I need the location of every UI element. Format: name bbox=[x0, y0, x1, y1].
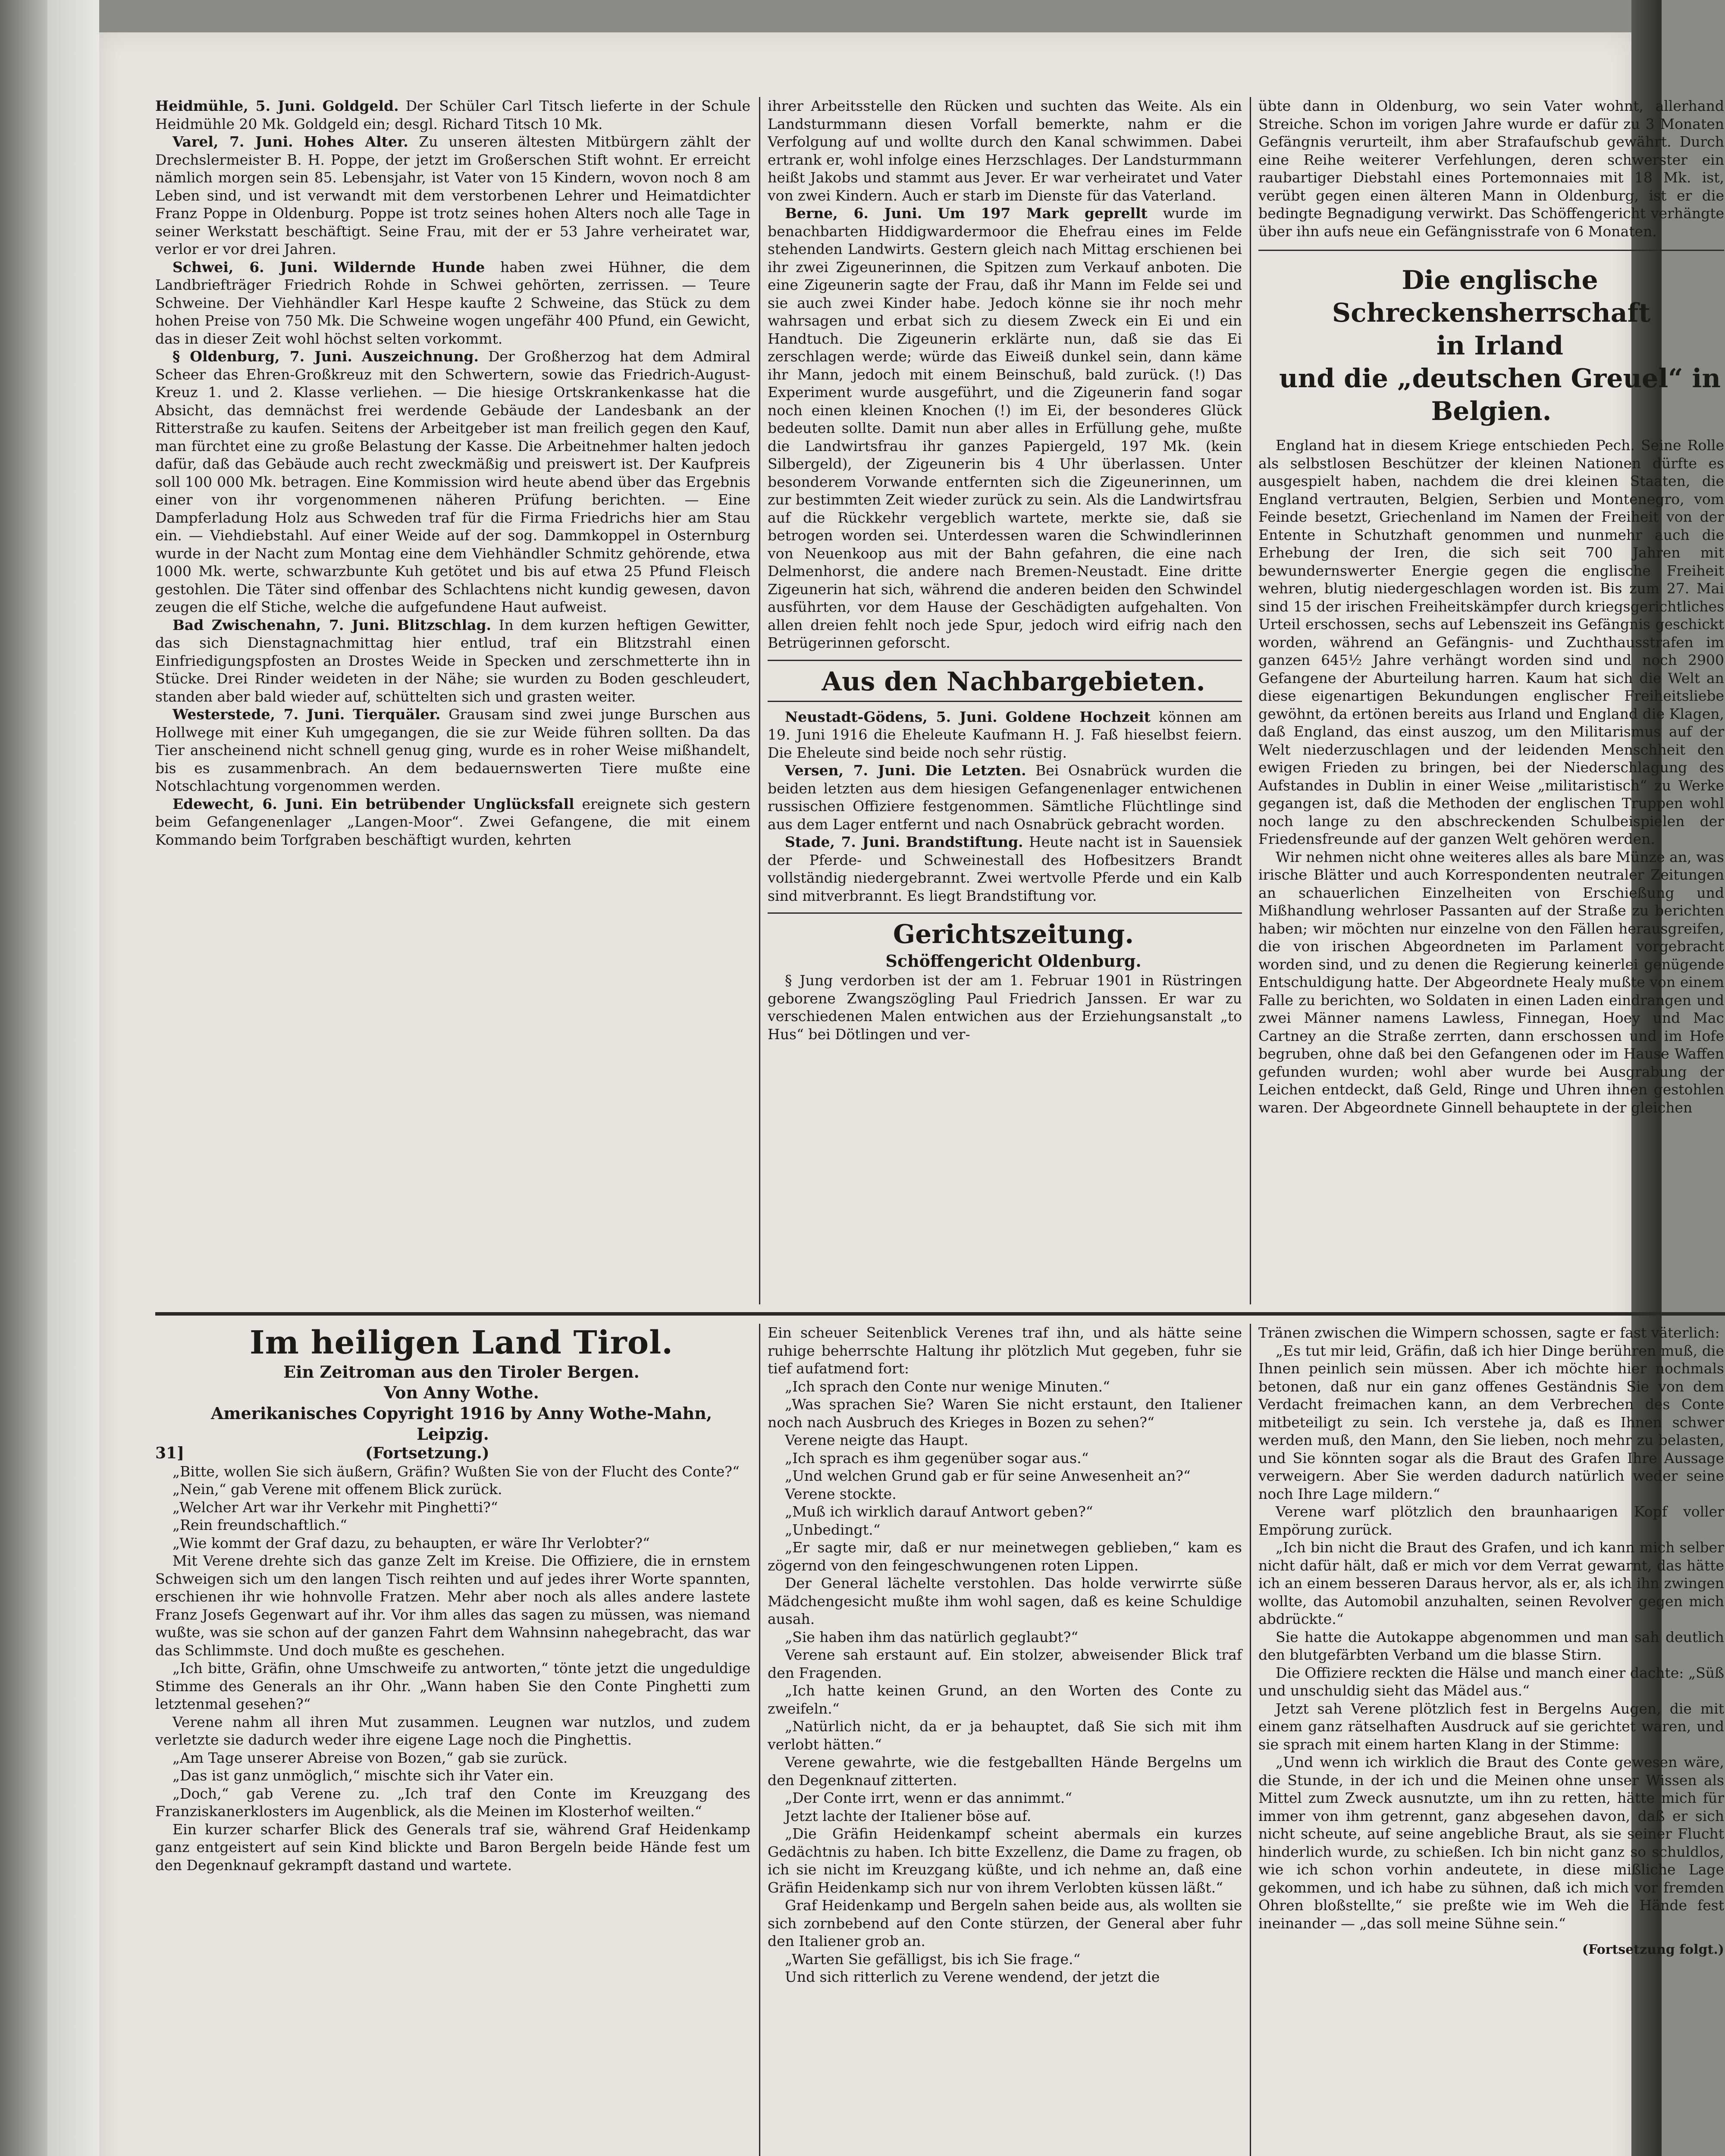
feuilleton-divider bbox=[155, 1312, 1725, 1316]
section-rule bbox=[768, 701, 1242, 702]
column-divider bbox=[759, 97, 760, 1304]
installment-number: 31] bbox=[155, 1444, 185, 1462]
continuation-note: (Fortsetzung.) bbox=[365, 1444, 489, 1462]
serial-installment-line bbox=[155, 1445, 750, 1463]
dateline: Neustadt-Gödens, 5. Juni. bbox=[785, 708, 997, 725]
page-gutter bbox=[47, 0, 99, 2156]
serial-paragraph: „Ich bin nicht die Braut des Grafen, und ich kann mich selber nicht dafür hält, daß er mich vor dem Verrat gewarnt, das hätte ich an einem besseren Daraus hervor, als er, als ich ihn zwingen wollte, das Automobil anzuhalten, seinen Revolver gegen mich abdrückte.“ bbox=[1258, 1539, 1724, 1627]
column-divider bbox=[1250, 1324, 1251, 2156]
news-item bbox=[155, 616, 750, 706]
newspaper-page bbox=[99, 32, 1724, 2156]
serial-paragraph: Ein scheuer Seitenblick Verenes traf ihn, und als hätte seine ruhige beherrschte Haltung ihr plötzlich Mut gegeben, fuhr sie tief aufatmend fort: bbox=[768, 1324, 1242, 1377]
court-subtitle: Schöffengericht Oldenburg. bbox=[885, 951, 1142, 971]
serial-paragraph: „Es tut mir leid, Gräfin, daß ich hier Dinge berühren muß, die Ihnen peinlich sein müssen. Aber ich möchte hier nochmals betonen, daß nur ein ganz offenes Geständnis Sie von dem Verdacht freimachen kann, an dem Verbrechen des Conte mitbeteiligt zu sein. Ich verstehe ja, daß es Ihnen schwer werden muß, den Mann, den Sie lieben, noch mehr zu belasten, und Sie könnten sogar als die Braut des Grafen Ihre Aussage verweigern. Aber Sie werden dadurch natürlich weder seine noch Ihre Lage mildern.“ bbox=[1258, 1342, 1724, 1502]
court-title: Gerichtszeitung. bbox=[893, 919, 1134, 950]
item-headline: Blitzschlag. bbox=[397, 616, 492, 633]
serial-paragraph: „Unbedingt.“ bbox=[785, 1521, 881, 1538]
news-column-right bbox=[1258, 97, 1724, 1304]
dateline: Bad Zwischenahn, 7. Juni. bbox=[172, 616, 390, 633]
book-spine-shadow bbox=[0, 0, 47, 2156]
serial-paragraph: „Und wenn ich wirklich die Braut des Conte gewesen wäre, die Stunde, in der ich und die Meinen ohne unser Wissen als Mittel zum Zweck ausnutzte, um ihn zu retten, hätte mich für immer von ihm getrennt, ganz abgesehen davon, daß er sich nicht scheute, auf seine angebliche Braut, als sie seiner Flucht hinderlich wurde, zu schießen. Ich bin nicht ganz so schuldlos, wie ich schon vorhin andeutete, in diese mißliche Lage gekommen, und ich habe zu sühnen, daß ich mich vor fremden Ohren bloßstellte,“ sie preßte wie im Weh die Hände fest ineinander — „das soll meine Sühne sein.“ bbox=[1258, 1754, 1724, 1932]
serial-paragraph: „Ich bitte, Gräfin, ohne Umschweife zu antworten,“ tönte jetzt die ungeduldige Stimme des Generals an ihr Ohr. „Wann haben Sie den Conte Pinghetti zum letztenmal gesehen?“ bbox=[155, 1660, 750, 1712]
dateline: Versen, 7. Juni. bbox=[785, 762, 916, 779]
serial-paragraph: „Bitte, wollen Sie sich äußern, Gräfin? Wußten Sie von der Flucht des Conte?“ bbox=[172, 1463, 740, 1480]
dateline: Stade, 7. Juni. bbox=[785, 834, 900, 850]
serial-paragraph: „Sie haben ihm das natürlich geglaubt?“ bbox=[785, 1628, 1079, 1645]
news-item bbox=[768, 97, 1242, 204]
serial-paragraph: Der General lächelte verstohlen. Das holde verwirrte süße Mädchengesicht mußte ihm wohl sagen, daß es keine Schuldige ausah. bbox=[768, 1575, 1242, 1627]
column-divider bbox=[759, 1324, 760, 2156]
item-text: Bei Osnabrück wurden die beiden letzten aus dem hiesigen Gefangenenlager entwichenen russischen Offiziere festgenommen. Sämtliche Flüchtlinge sind aus dem Lager entfernt und nach Osnabrück gebracht worden. bbox=[768, 762, 1242, 833]
serial-paragraph: Verene neigte das Haupt. bbox=[785, 1432, 969, 1448]
item-text: Der Großherzog hat dem Admiral Scheer das Ehren-Großkreuz mit den Schwertern, sowie das Friedrich-August-Kreuz 1. und 2. Klasse verliehen. — Die hiesige Ortskrankenkasse hat die Absicht, das demnächst frei werdende Gebäude der Landesbank an der Ritterstraße zu kaufen. Seitens der Arbeitgeber ist man freilich gegen den Kauf, man fürchtet eine zu große Belastung der Kasse. Die Arbeitnehmer halten jedoch dafür, daß das Gebäude auch recht zweckmäßig und preiswert ist. Der Kaufpreis soll 100 000 Mk. betragen. Eine Kommission wird heute abend über das Ergebnis einer von ihr vorgenommenen näheren Prüfung berichten. — Eine Dampferladung Holz aus Schweden traf für die Firma Friedrichs hier am Stau ein. — Viehdiebstahl. Auf einer Weide auf der sog. Dammkoppel in Osternburg wurde in der Nacht zum Montag eine dem Viehhändler Schmitz gehörende, etwa 1000 Mk. werte, schwarzbunte Kuh getötet und bis auf etwa 25 Pfund Fleisch gestohlen. Die Täter sind offenbar des Schlachtens nicht kundig gewesen, davon zeugen die elf Stiche, welche die aufgefundene Haut aufweist. bbox=[155, 348, 750, 615]
news-item bbox=[155, 258, 750, 348]
article-paragraph: England hat in diesem Kriege entschieden Pech. Seine Rolle als selbstlosen Beschützer der kleinen Nationen dürfte es ausgespielt haben, nachdem die drei kleinen Staaten, die England vertrauten, Belgien, Serbien und Montenegro, vom Feinde besetzt, Griechenland im Namen der Freiheit von der Entente in Schutzhaft genommen und nunmehr auch die Erhebung der Iren, die sich seit 700 Jahren mit bewundernswerter Energie gegen die englische Freiheit wehren, blutig niedergeschlagen worden ist. Bis zum 27. Mai sind 15 der irischen Freiheitskämpfer durch kriegsgerichtliches Urteil erschossen, sechs auf Lebenszeit ins Gefängnis geschickt worden, während an Gefängnis- und Zuchthausstrafen im ganzen 645½ Jahre verhängt worden sind und noch 2900 Gefangene der Aburteilung harren. Kaum hat sich die Welt an diese eigenartigen Bekundungen englischer Freiheitsliebe gewöhnt, da ertönen bereits aus Irland und England die Klagen, daß England, das einst auszog, um den Militarismus auf der Welt niederzuschlagen und der leidenden Menschheit den ewigen Frieden zu bringen, bei der Niederschlagung des Aufstandes in Dublin in einer Weise „militaristisch“ zu Werke gegangen ist, daß die Methoden der englischen Truppen wohl noch lange zu den abschreckenden Schulbeispielen der Friedensfreunde auf der ganzen Welt gehören werden. bbox=[1258, 437, 1724, 847]
news-item bbox=[768, 204, 1242, 652]
serial-paragraph: Sie hatte die Autokappe abgenommen und man sah deutlich den blutgefärbten Verband um die blasse Stirn. bbox=[1258, 1628, 1724, 1663]
serial-paragraph: „Am Tage unserer Abreise von Bozen,“ gab sie zurück. bbox=[172, 1749, 568, 1766]
serial-paragraph: Und sich ritterlich zu Verene wendend, der jetzt die bbox=[785, 1968, 1160, 1985]
serial-column-1 bbox=[155, 1324, 750, 2156]
section-rule bbox=[1258, 250, 1724, 251]
serial-paragraph: Graf Heidenkamp und Bergeln sahen beide aus, als wollten sie sich zornbebend auf den Conte stürzen, der General aber fuhr den Italiener grob an. bbox=[768, 1897, 1242, 1949]
serial-paragraph: „Welcher Art war ihr Verkehr mit Pinghetti?“ bbox=[172, 1498, 498, 1516]
news-item bbox=[155, 705, 750, 795]
serial-paragraph: „Ich sprach den Conte nur wenige Minuten.“ bbox=[785, 1378, 1110, 1395]
item-headline: Auszeichnung. bbox=[361, 348, 479, 365]
serial-paragraph: „Ich sprach es ihm gegenüber sogar aus.“ bbox=[785, 1449, 1089, 1467]
dateline: Schwei, 6. Juni. bbox=[172, 258, 318, 276]
item-text: Heute nacht ist in Sauensiek der Pferde- und Schweinestall des Hofbesitzers Brandt vollständig niedergebrannt. Zwei wertvolle Pferde und ein Kalb sind mitverbrannt. Es liegt Brandstiftung vor. bbox=[768, 834, 1242, 904]
headline-line-3: und die „deutschen Greuel“ in Belgien. bbox=[1279, 364, 1721, 426]
item-text: Der Schüler Carl Titsch lieferte in der Schule Heidmühle 20 Mk. Goldgeld ein; desgl. Richard Titsch 10 Mk. bbox=[155, 97, 750, 132]
to-be-continued: (Fortsetzung folgt.) bbox=[1582, 1942, 1724, 1957]
news-item bbox=[768, 761, 1242, 833]
item-headline: Goldgeld. bbox=[322, 97, 399, 114]
item-text: Zu unseren ältesten Mitbürgern zählt der Drechslermeister B. H. Poppe, der jetzt im Großerschen Stift wohnt. Er erreicht nämlich morgen sein 85. Lebensjahr, ist Vater von 15 Kindern, wovon noch 8 am Leben sind, und ist verwandt mit dem verstorbenen Lehrer und Heimatdichter Franz Poppe in Oldenburg. Poppe ist trotz seines hohen Alters noch alle Tage in seiner Werkstatt beschäftigt. Seine Frau, mit der er 53 Jahre verheiratet war, verlor er vor drei Jahren. bbox=[155, 133, 750, 257]
news-column-middle bbox=[768, 97, 1242, 1304]
serial-paragraph: „Der Conte irrt, wenn er das annimmt.“ bbox=[785, 1789, 1073, 1806]
serial-paragraph: Verene warf plötzlich den braunhaarigen Kopf voller Empörung zurück. bbox=[1258, 1503, 1724, 1538]
headline-line-2: in Irland bbox=[1436, 331, 1564, 361]
serial-paragraph: „Das ist ganz unmöglich,“ mischte sich ihr Vater ein. bbox=[172, 1767, 554, 1784]
item-headline: Wildernde Hunde bbox=[333, 258, 485, 276]
serial-author: Von Anny Wothe. bbox=[384, 1383, 539, 1402]
item-headline: Hohes Alter. bbox=[304, 133, 408, 150]
item-headline: Brandstiftung. bbox=[906, 834, 1023, 850]
serial-paragraph: Jetzt sah Verene plötzlich fest in Bergelns Augen, die mit einem ganz rätselhaften Ausdruck auf sie gerichtet waren, und sie sprach mit einem harten Klang in der Stimme: bbox=[1258, 1700, 1724, 1753]
serial-paragraph: „Was sprachen Sie? Waren Sie nicht erstaunt, den Italiener noch nach Ausbruch des Krieges in Bozen zu sehen?“ bbox=[768, 1396, 1242, 1431]
column-divider bbox=[1250, 97, 1251, 1304]
dateline: § Oldenburg, 7. Juni. bbox=[172, 348, 352, 365]
serial-paragraph: „Er sagte mir, daß er nur meinetwegen geblieben,“ kam es zögernd von den feingeschwungenen roten Lippen. bbox=[768, 1539, 1242, 1574]
item-text: ihrer Arbeitsstelle den Rücken und suchten das Weite. Als ein Landsturmmann diesen Vorfall bemerkte, nahm er die Verfolgung auf und wollte durch den Kanal schwimmen. Dabei ertrank er, wohl infolge eines Herzschlages. Der Landsturmmann heißt Jakobs und stammt aus Jever. Er war verheiratet und Vater von zwei Kindern. Auch er starb im Dienste für das Vaterland. bbox=[768, 97, 1242, 204]
section-rule bbox=[768, 660, 1242, 661]
serial-column-2 bbox=[768, 1324, 1242, 2156]
serial-paragraph: „Nein,“ gab Verene mit offenem Blick zurück. bbox=[172, 1481, 502, 1498]
court-continuation: übte dann in Oldenburg, wo sein Vater wohnt, allerhand Streiche. Schon im vorigen Jahre wurde er dafür zu 3 Monaten Gefängnis verurteilt, ihm aber Strafaufschub gewährt. Durch eine Reihe weiterer Verfehlungen, deren schwerster ein raubartiger Diebstahl eines Portemonnaies mit 18 Mk. ist, verübt gegen einen älteren Mann in Oldenburg, ist er die bedingte Begnadigung verwirkt. Das Schöffengericht verhängte über ihn aufs neue ein Gefängnisstrafe von 6 Monaten. bbox=[1258, 97, 1724, 240]
serial-paragraph: Die Offiziere reckten die Hälse und manch einer dachte: „Süß und unschuldig sieht das Mädel aus.“ bbox=[1258, 1664, 1724, 1699]
item-text: wurde im benachbarten Hiddigwardermoor die Ehefrau eines im Felde stehenden Landwirts. Gestern gleich nach Mittag erschienen bei ihr zwei Zigeunerinnen, die Spitzen zum Verkauf anboten. Die eine Zigeunerin sagte der Frau, daß ihr Mann im Felde sei und sie auch zwei Kinder habe. Jedoch könne sie ihr noch mehr wahrsagen und erbat sich zu diesem Zweck ein Ei und ein Handtuch. Die Zigeunerin erklärte nun, daß sie das Ei zerschlagen werde; würde das Eiweiß dunkel sein, dann käme ihr Mann, jedoch mit einem Beinschuß, bald zurück. (!) Das Experiment wurde ausgeführt, und die Zigeunerin fand sogar noch einen kleinen Knochen (!) im Ei, der besonderes Glück bedeuten sollte. Damit nun aber alles in Erfüllung gehe, mußte die Landwirtsfrau ihr ganzes Papiergeld, 197 Mk. (kein Silbergeld), der Zigeunerin bis 4 Uhr überlassen. Unter besonderem Vorwande entfernten sich die Zigeunerinnen, um zur bestimmten Zeit wieder zurück zu sein. Als die Landwirtsfrau auf die Rückkehr vergeblich wartete, merkte sie, daß sie betrogen worden sei. Unterdessen waren die Schwindlerinnen von Neuenkoop aus mit der Bahn gefahren, die eine nach Delmenhorst, die andere nach Bremen-Neustadt. Eine dritte Zigeunerin hat sich, während die anderen beiden den Schwindel ausführten, vor dem Hause der Geschädigten aufgehalten. Von allen dreien fehlt noch jede Spur, jedoch wird eifrig nach den Betrügerinnen geforscht. bbox=[768, 205, 1242, 651]
serial-paragraph: Jetzt lachte der Italiener böse auf. bbox=[785, 1807, 1032, 1824]
news-item bbox=[155, 97, 750, 133]
article-paragraph: Wir nehmen nicht ohne weiteres alles als bare Münze an, was irische Blätter und auch Korrespondenten neutraler Zeitungen an schauerlichen Einzelheiten von Erschießung und Mißhandlung wehrloser Passanten auf der Straße zu berichten haben; wir möchten nur einzelne von den Fällen herausgreifen, die von irischen Abgeordneten im Parlament vorgebracht worden sind, und zu denen die Regierung keinerlei genügende Entschuldigung hatte. Der Abgeordnete Healy mußte von einem Falle zu berichten, wo Soldaten in einen Laden eindrangen und zwei Männer namens Lawless, Finnegan, Hoey und Mac Cartney an die Straße zerrten, dann erschossen und im Hofe begruben, ohne daß bei den Gefangenen oder im Hause Waffen gefunden wurden; wohl aber wurde bei Ausgrabung der Leichen entdeckt, daß Geld, Ringe und Uhren ihnen gestohlen waren. Der Abgeordnete Ginnell behauptete in der gleichen bbox=[1258, 848, 1724, 1116]
news-item bbox=[155, 348, 750, 616]
item-text: In dem kurzen heftigen Gewitter, das sich Dienstagnachmittag hier entlud, traf ein Blitzstrahl einen Einfriedigungspfosten an Drostes Weide in Specken und zerschmetterte ihn in Stücke. Drei Rinder weideten in der Nähe; sie wurden zu Boden geschleudert, standen aber bald wieder auf, schüttelten sich und grasten weiter. bbox=[155, 616, 750, 705]
serial-title: Im heiligen Land Tirol. bbox=[250, 1324, 673, 1361]
section-rule bbox=[768, 912, 1242, 914]
item-headline: Tierquäler. bbox=[353, 706, 441, 723]
serial-paragraph: „Muß ich wirklich darauf Antwort geben?“ bbox=[785, 1503, 1093, 1520]
serial-paragraph: „Doch,“ gab Verene zu. „Ich traf den Conte im Kreuzgang des Franziskanerklosters im Augenblick, als die Meinen im Klosterhof weilten.“ bbox=[155, 1785, 750, 1820]
section-title: Aus den Nachbargebieten. bbox=[822, 666, 1205, 697]
serial-copyright: Amerikanisches Copyright 1916 by Anny Wothe-Mahn, Leipzig. bbox=[210, 1404, 712, 1444]
item-headline: Goldene Hochzeit bbox=[1005, 708, 1151, 725]
item-text: ereignete sich gestern beim Gefangenenlager „Langen-Moor“. Zwei Gefangene, die mit einem Kommando beim Torfgraben beschäftigt wurden, kehrten bbox=[155, 795, 751, 848]
court-text: § Jung verdorben ist der am 1. Februar 1901 in Rüstringen geborene Zwangszögling Paul Friedrich Janssen. Er war zu verschiedenen Malen entwichen aus der Erziehungsanstalt „to Hus“ bei Dötlingen und ver- bbox=[768, 972, 1242, 1043]
news-item bbox=[155, 795, 750, 849]
serial-paragraph: „Warten Sie gefälligst, bis ich Sie frage.“ bbox=[785, 1950, 1081, 1968]
serial-paragraph: „Die Gräfin Heidenkampf scheint abermals ein kurzes Gedächtnis zu haben. Ich bitte Exzellenz, die Dame zu fragen, ob ich sie nicht im Kreuzgang küßte, und ich nehme an, daß eine Gräfin Heidenkamp sich nur von ihrem Verlobten küssen läßt.“ bbox=[768, 1825, 1242, 1896]
serial-paragraph: Verene stockte. bbox=[785, 1485, 897, 1502]
item-headline: Die Letzten. bbox=[925, 762, 1026, 779]
dateline: Heidmühle, 5. Juni. bbox=[155, 97, 316, 114]
serial-column-3 bbox=[1258, 1324, 1724, 2156]
serial-paragraph: Ein kurzer scharfer Blick des Generals traf sie, während Graf Heidenkamp ganz entgeistert auf sein Kind blickte und Baron Bergeln beide Hände fest um den Degenknauf gekrampft dastand und wartete. bbox=[155, 1821, 750, 1874]
dateline: Varel, 7. Juni. bbox=[172, 133, 293, 150]
serial-paragraph: „Wie kommt der Graf dazu, zu behaupten, er wäre Ihr Verlobter?“ bbox=[172, 1534, 650, 1551]
item-text: können am 19. Juni 1916 die Eheleute Kaufmann H. J. Faß hieselbst feiern. Die Eheleute sind beide noch sehr rüstig. bbox=[768, 708, 1242, 761]
serial-paragraph: Verene gewahrte, wie die festgeballten Hände Bergelns um den Degenknauf zitterten. bbox=[768, 1754, 1242, 1789]
serial-paragraph: „Und welchen Grund gab er für seine Anwesenheit an?“ bbox=[785, 1467, 1191, 1484]
serial-paragraph: „Rein freundschaftlich.“ bbox=[172, 1517, 347, 1533]
dateline: Berne, 6. Juni. bbox=[785, 205, 922, 222]
serial-paragraph: Verene nahm all ihren Mut zusammen. Leugnen war nutzlos, und zudem verletzte sie dadurch weder ihre eigene Lage noch die Pinghettis. bbox=[155, 1713, 750, 1748]
dateline: Westerstede, 7. Juni. bbox=[172, 706, 345, 723]
item-headline: Um 197 Mark geprellt bbox=[938, 205, 1148, 222]
serial-paragraph: Verene sah erstaunt auf. Ein stolzer, abweisender Blick traf den Fragenden. bbox=[768, 1646, 1242, 1681]
serial-paragraph: Mit Verene drehte sich das ganze Zelt im Kreise. Die Offiziere, die in ernstem Schweigen sich um den langen Tisch reihten und auf jedes ihrer Worte spannten, erschienen ihr wie hohnvolle Fratzen. Mehr aber noch als alles andere lastete Franz Josefs Gegenwart auf ihr. Vor ihm alles das sagen zu müssen, was niemand wußte, was sie schon auf der ganzen Fahrt dem Wahnsinn nahegebracht, das war das Schlimmste. Und doch mußte es geschehen. bbox=[155, 1552, 750, 1659]
serial-paragraph: „Ich hatte keinen Grund, an den Worten des Conte zu zweifeln.“ bbox=[768, 1682, 1242, 1717]
news-item bbox=[768, 708, 1242, 762]
news-item bbox=[768, 833, 1242, 905]
item-headline: Ein betrübender Unglücksfall bbox=[331, 795, 574, 812]
item-text: haben zwei Hühner, die dem Landbriefträger Friedrich Rohde in Schwei gehörten, zerrissen. — Teure Schweine. Der Viehhändler Karl Hespe kaufte 2 Schweine, das Stück zu dem hohen Preise von 750 Mk. Die Schweine wogen ungefähr 400 Pfund, ein Gewicht, das in dieser Zeit wohl höchst selten vorkommt. bbox=[155, 258, 751, 347]
serial-subtitle: Ein Zeitroman aus den Tiroler Bergen. bbox=[283, 1362, 640, 1382]
news-item bbox=[155, 133, 750, 258]
news-column-left bbox=[155, 97, 750, 1304]
item-text: Grausam sind zwei junge Burschen aus Hollwege mit einer Kuh umgegangen, die sie zur Weide führen sollten. Da das Tier anscheinend nicht schnell genug ging, wurde es in roher Weise mißhandelt, bis es zusammenbrach. An dem bedauernswerten Tiere mußte eine Notschlachtung vorgenommen werden. bbox=[155, 706, 750, 794]
dateline: Edewecht, 6. Juni. bbox=[172, 795, 323, 812]
serial-paragraph: „Natürlich nicht, da er ja behauptet, daß Sie sich mit ihm verlobt hätten.“ bbox=[768, 1718, 1242, 1753]
headline-line-1: Die englische Schreckensherrschaft bbox=[1332, 265, 1651, 328]
serial-paragraph: Tränen zwischen die Wimpern schossen, sagte er fast väterlich: bbox=[1258, 1324, 1720, 1341]
